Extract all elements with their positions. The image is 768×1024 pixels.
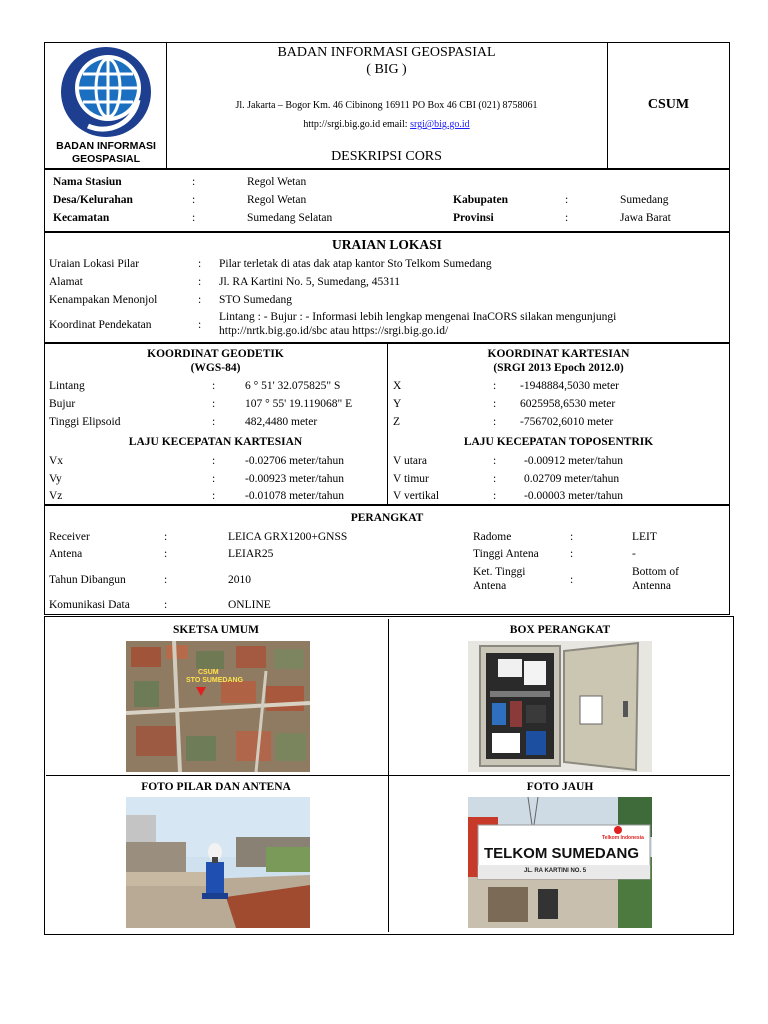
colon: :: [192, 194, 196, 206]
org-address: Jl. Jakarta – Bogor Km. 46 Cibinong 16911 PO Box 46 CBI (021) 8758061: [235, 100, 538, 111]
laju-kartesian-title: LAJU KECEPATAN KARTESIAN: [128, 436, 303, 448]
globe-icon: [48, 44, 164, 140]
equipment-box-image: [468, 641, 652, 772]
tinggi-label: Tinggi Antena: [473, 548, 539, 560]
lokasi-value: Lintang : - Bujur : - Informasi lebih lengkap mengenai InaCORS silakan mengunjungi: [219, 311, 617, 323]
colon: :: [212, 398, 216, 410]
colon: :: [570, 548, 574, 560]
colon: :: [493, 490, 497, 502]
prov-value: Jawa Barat: [620, 212, 671, 224]
colon: :: [164, 599, 168, 611]
pilar-title: FOTO PILAR DAN ANTENA: [141, 781, 291, 793]
kec-value: Sumedang Selatan: [247, 212, 333, 224]
colon: :: [198, 258, 202, 270]
desa-label: Desa/Kelurahan: [53, 194, 133, 206]
colon: :: [164, 548, 168, 560]
doc-title: DESKRIPSI CORS: [331, 149, 442, 164]
colon: :: [164, 531, 168, 543]
nama-value: Regol Wetan: [247, 176, 307, 188]
receiver-label: Receiver: [49, 531, 90, 543]
colon: :: [212, 455, 216, 467]
colon: :: [565, 212, 569, 224]
kab-value: Sumedang: [620, 194, 669, 206]
lokasi-value: Pilar terletak di atas dak atap kantor Sto Telkom Sumedang: [219, 258, 492, 270]
kartesian-sub: (SRGI 2013 Epoch 2012.0): [493, 362, 624, 374]
geo-value: 482,4480 meter: [245, 416, 318, 428]
vel-value: -0.01078 meter/tahun: [245, 490, 345, 502]
tinggi-value: -: [632, 548, 636, 560]
sign-sub: JL. RA KARTINI NO. 5: [524, 868, 587, 874]
kab-label: Kabupaten: [453, 194, 508, 206]
kart-label: Y: [393, 398, 402, 410]
photos-divider-h: [46, 775, 730, 776]
colon: :: [192, 212, 196, 224]
colon: :: [212, 380, 216, 392]
colon: :: [493, 473, 497, 485]
colon: :: [570, 574, 574, 586]
vel-value: -0.02706 meter/tahun: [245, 455, 345, 467]
sign-text: TELKOM SUMEDANG: [484, 845, 639, 862]
email-link[interactable]: srgi@big.go.id: [410, 119, 470, 130]
topo-value: -0.00912 meter/tahun: [524, 455, 624, 467]
radome-value: LEIT: [632, 531, 657, 543]
topo-value: 0.02709 meter/tahun: [524, 473, 620, 485]
vel-value: -0.00923 meter/tahun: [245, 473, 345, 485]
tahun-label: Tahun Dibangun: [49, 574, 126, 586]
topo-label: V utara: [393, 455, 427, 467]
colon: :: [212, 473, 216, 485]
web-text: http://srgi.big.go.id email:: [303, 119, 411, 130]
nama-label: Nama Stasiun: [53, 176, 122, 188]
org-title: BADAN INFORMASI GEOSPASIAL: [277, 45, 496, 60]
kom-label: Komunikasi Data: [49, 599, 130, 611]
sketsa-title: SKETSA UMUM: [173, 624, 259, 636]
colon: :: [198, 276, 202, 288]
ket-label-line2: Antena: [473, 580, 507, 592]
geo-label: Bujur: [49, 398, 76, 410]
geo-label: Lintang: [49, 380, 85, 392]
laju-toposentrik-title: LAJU KECEPATAN TOPOSENTRIK: [463, 436, 654, 448]
topo-label: V timur: [393, 473, 429, 485]
geodetik-sub: (WGS-84): [190, 362, 241, 374]
lokasi-title: URAIAN LOKASI: [332, 237, 442, 252]
far-view-image: [468, 797, 652, 928]
receiver-value: LEICA GRX1200+GNSS: [228, 531, 348, 543]
geo-value: 6 ° 51' 32.075825" S: [245, 380, 341, 392]
colon: :: [493, 455, 497, 467]
kart-label: Z: [393, 416, 401, 428]
lokasi-label: Koordinat Pendekatan: [49, 319, 152, 331]
ket-value: Bottom of: [632, 566, 679, 578]
kart-value: 6025958,6530 meter: [520, 398, 616, 410]
prov-label: Provinsi: [453, 212, 494, 224]
geo-label: Tinggi Elipsoid: [49, 416, 121, 428]
colon: :: [192, 176, 196, 188]
logo-text-line1: BADAN INFORMASI: [56, 140, 156, 152]
logo-text-line2: GEOSPASIAL: [71, 153, 141, 165]
lokasi-value-line2: http://nrtk.big.go.id/sbc atau https://srgi.big.go.id/: [219, 325, 449, 337]
vel-label: Vy: [49, 473, 62, 485]
kart-value: -756702,6010 meter: [520, 416, 614, 428]
radome-label: Radome: [473, 531, 512, 543]
antena-label: Antena: [49, 548, 83, 560]
colon: :: [198, 319, 202, 331]
vel-label: Vz: [49, 490, 63, 502]
sign-brand: Telkom Indonesia: [602, 835, 644, 841]
geodetik-title: KOORDINAT GEODETIK: [147, 348, 284, 360]
antena-value: LEIAR25: [228, 548, 274, 560]
kart-label: X: [393, 380, 402, 392]
colon: :: [493, 416, 497, 428]
kom-value: ONLINE: [228, 599, 271, 611]
perangkat-title: PERANGKAT: [350, 512, 424, 524]
map-label-sto: STO SUMEDANG: [186, 677, 244, 684]
org-web-email: [166, 118, 607, 132]
colon: :: [212, 490, 216, 502]
tahun-value: 2010: [228, 574, 251, 586]
sketch-map-image: [126, 641, 310, 772]
pillar-antenna-image: [126, 797, 310, 928]
colon: :: [493, 398, 497, 410]
lokasi-label: Alamat: [49, 276, 83, 288]
geo-value: 107 ° 55' 19.119068" E: [245, 398, 353, 410]
station-code: CSUM: [647, 97, 690, 112]
lokasi-label: Kenampakan Menonjol: [49, 294, 158, 306]
ket-label: Ket. Tinggi: [473, 566, 526, 578]
colon: :: [212, 416, 216, 428]
big-logo: [48, 44, 164, 166]
colon: :: [493, 380, 497, 392]
colon: :: [565, 194, 569, 206]
kec-label: Kecamatan: [53, 212, 110, 224]
lokasi-value: STO Sumedang: [219, 294, 292, 306]
lokasi-label: Uraian Lokasi Pilar: [49, 258, 140, 270]
box-title: BOX PERANGKAT: [509, 624, 611, 636]
topo-label: V vertikal: [393, 490, 440, 502]
ket-value-line2: Antenna: [632, 580, 671, 592]
topo-value: -0.00003 meter/tahun: [524, 490, 624, 502]
colon: :: [198, 294, 202, 306]
lokasi-value: Jl. RA Kartini No. 5, Sumedang, 45311: [219, 276, 401, 288]
org-abbr: ( BIG ): [366, 62, 407, 77]
map-label-csum: CSUM: [198, 669, 219, 676]
colon: :: [570, 531, 574, 543]
vel-label: Vx: [49, 455, 64, 467]
desa-value: Regol Wetan: [247, 194, 307, 206]
jauh-title: FOTO JAUH: [526, 781, 594, 793]
kart-value: -1948884,5030 meter: [520, 380, 620, 392]
colon: :: [164, 574, 168, 586]
kartesian-title: KOORDINAT KARTESIAN: [487, 348, 630, 360]
